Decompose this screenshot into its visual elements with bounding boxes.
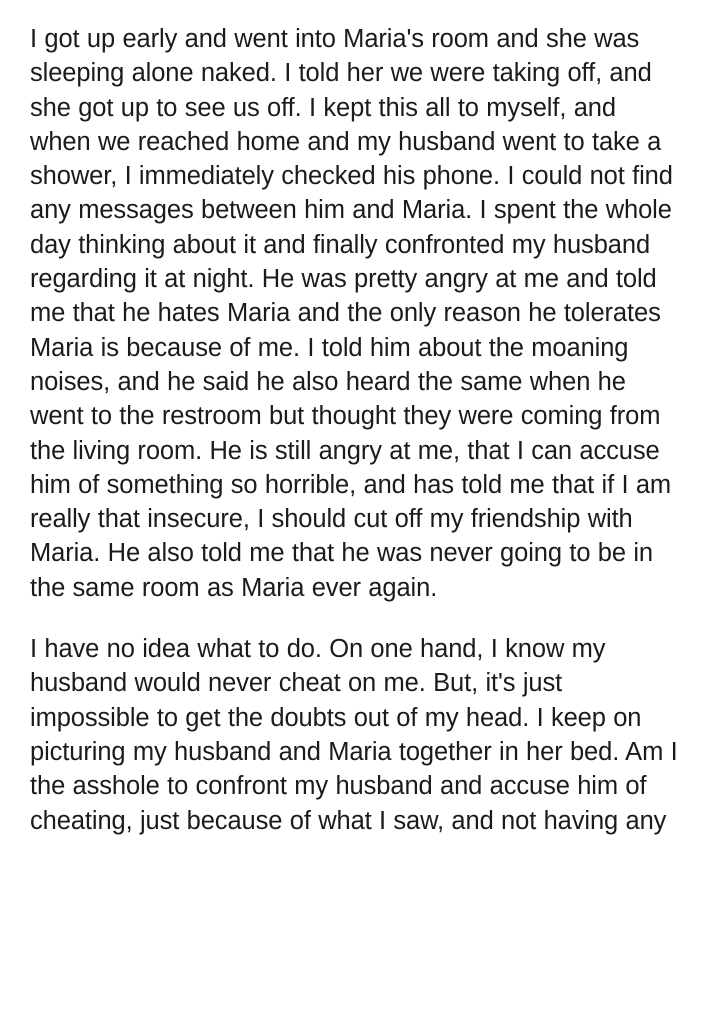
- story-text: [30, 22, 685, 838]
- paragraph-1: I got up early and went into Maria's room and she was sleeping alone naked. I told her we were taking off, and she got up to see us off. I kept this all to myself, and when we reached home and my husband went to take a shower, I immediately checked his phone. I could not find any messages between him and Maria. I spent the whole day thinking about it and finally confronted my husband regarding it at night. He was pretty angry at me and told me that he hates Maria and the only reason he tolerates Maria is because of me. I told him about the moaning noises, and he said he also heard the same when he went to the restroom but thought they were coming from the living room. He is still angry at me, that I can accuse him of something so horrible, and has told me that if I am really that insecure, I should cut off my friendship with Maria. He also told me that he was never going to be in the same room as Maria ever again.: [30, 25, 681, 602]
- paragraph-2: I have no idea what to do. On one hand, I know my husband would never cheat on me. But, it's just impossible to get the doubts out of my head. I keep on picturing my husband and Maria together in her bed. Am I the asshole to confront my husband and accuse him of cheating, just because of what I saw, and not having any: [30, 635, 685, 835]
